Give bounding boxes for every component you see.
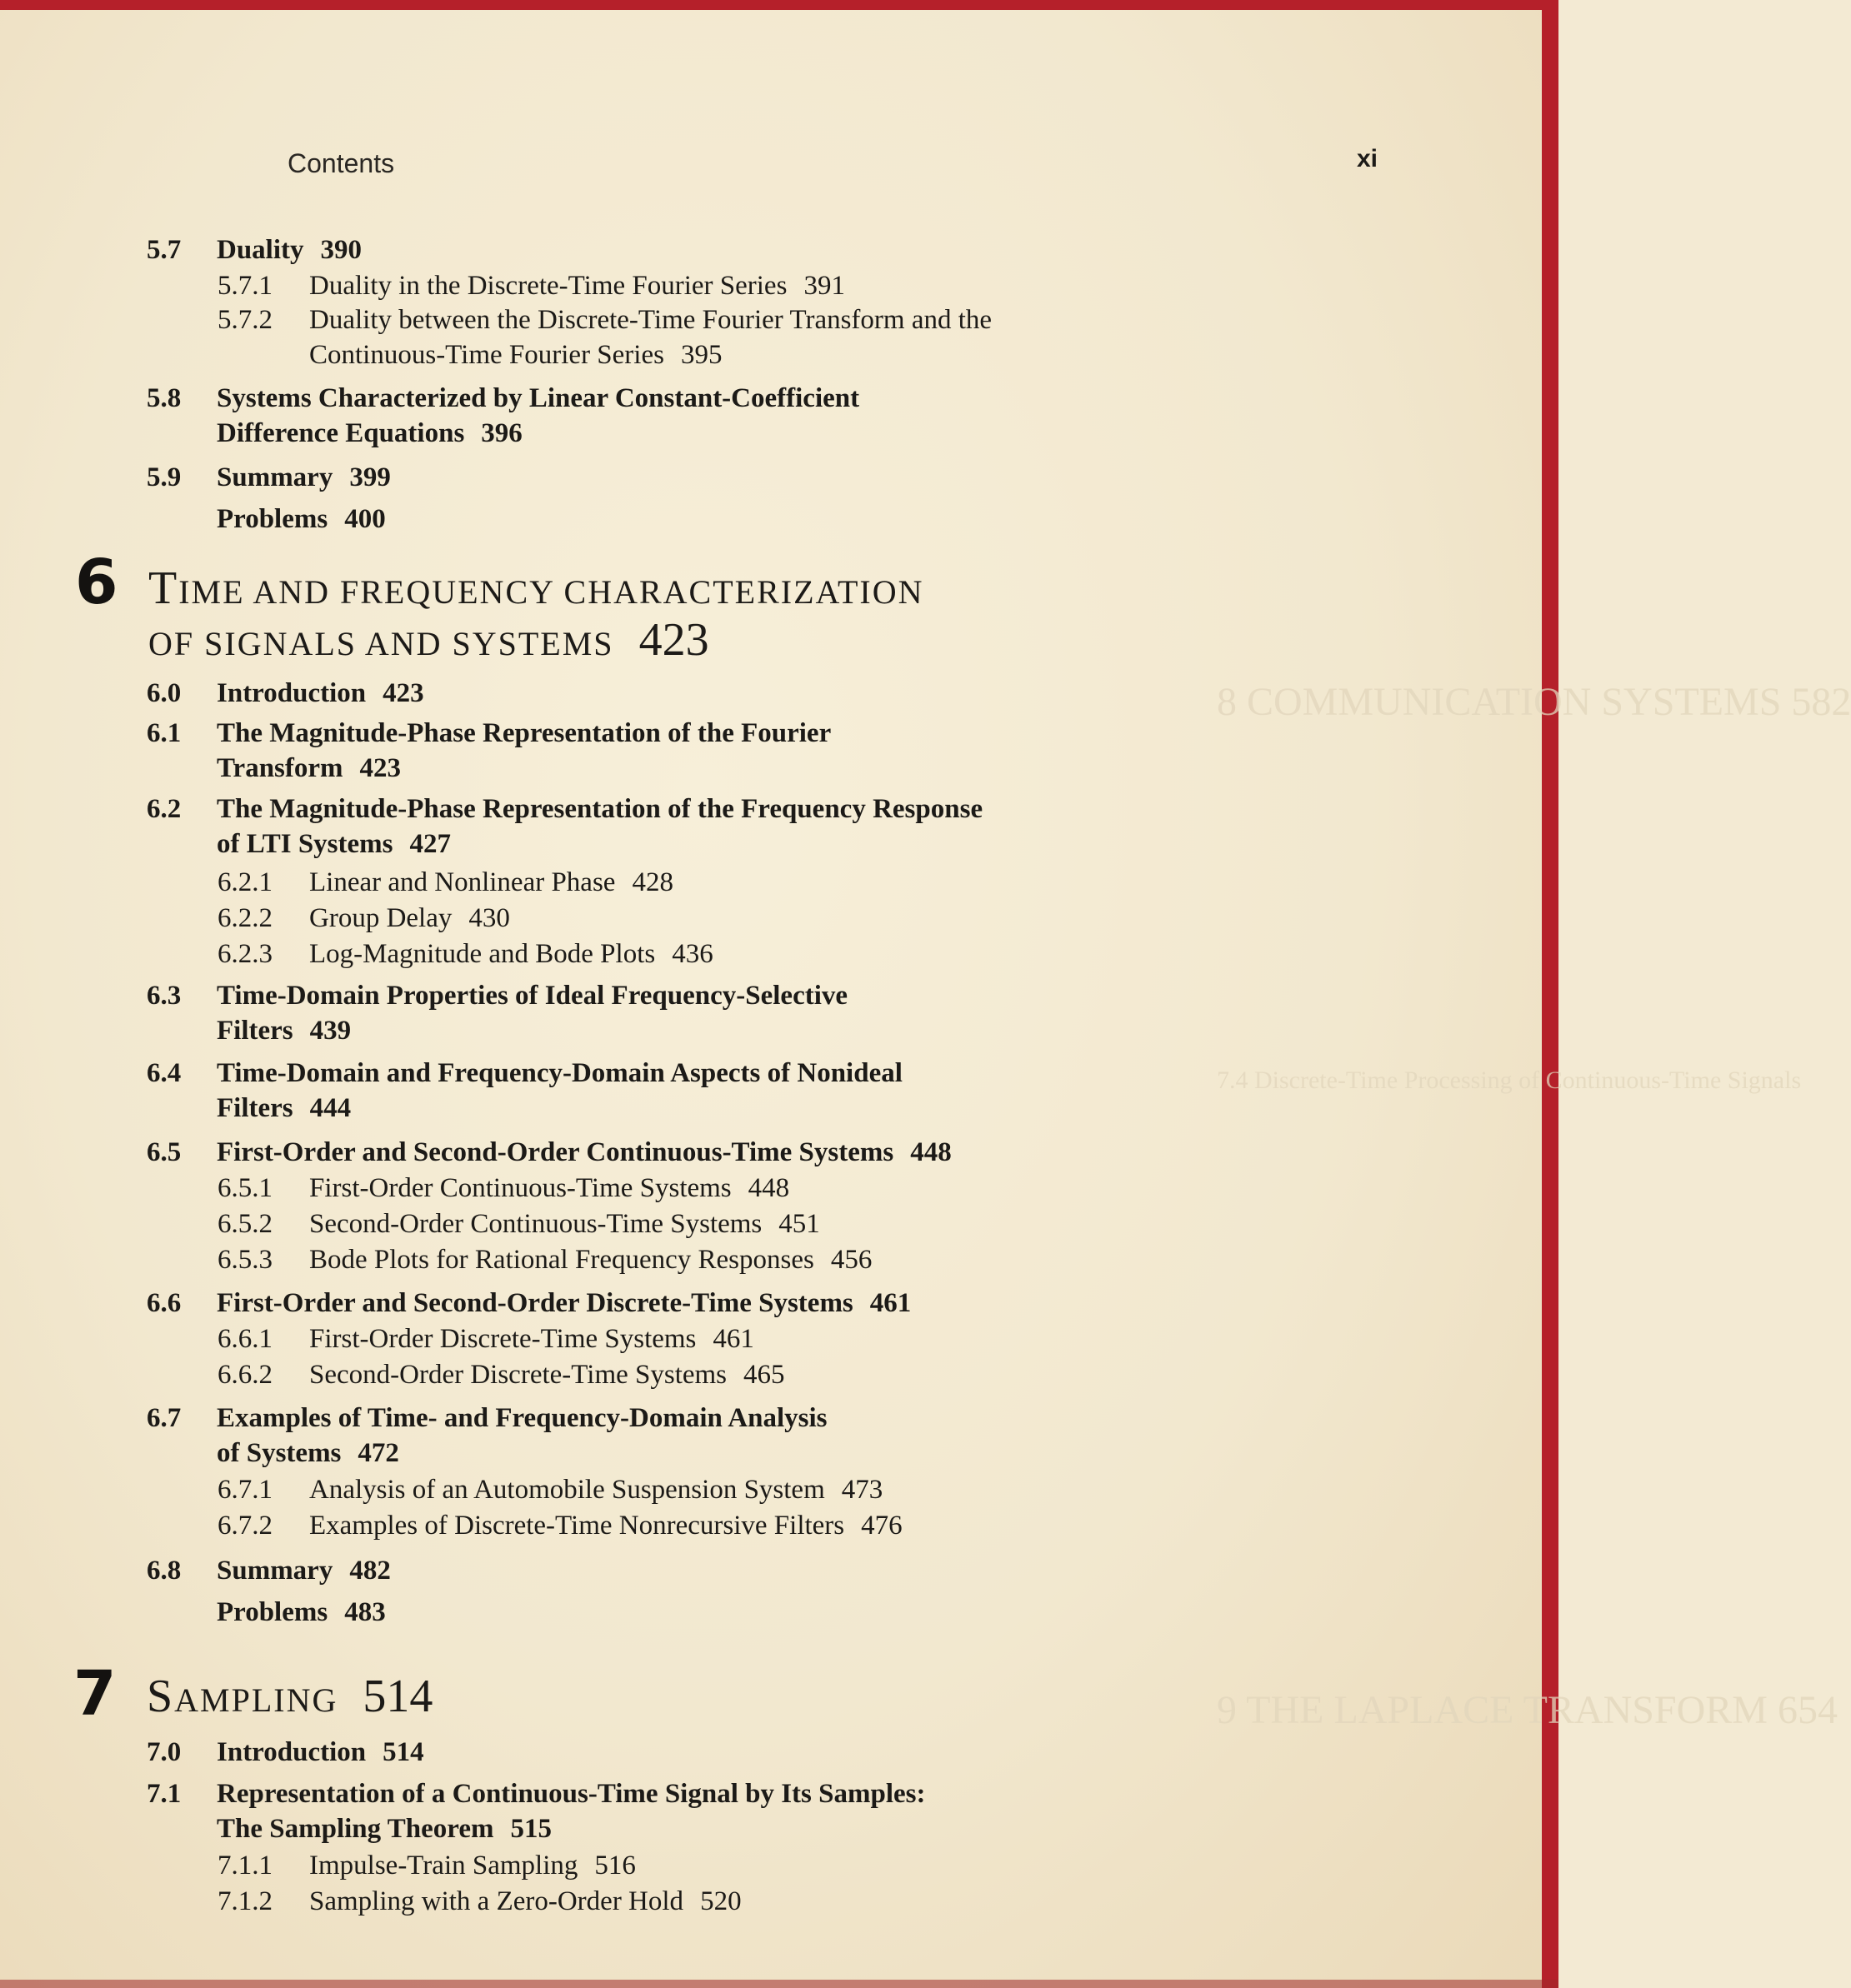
section-page: 390 xyxy=(320,235,363,265)
section-title-cont: of LTI Systems xyxy=(217,829,393,859)
chapter-number: 7 xyxy=(73,1658,117,1730)
chapter-page: 514 xyxy=(363,1671,433,1722)
section-title-cont: The Sampling Theorem xyxy=(217,1814,494,1844)
chapter-number: 6 xyxy=(75,547,118,618)
section-page: 483 xyxy=(344,1597,386,1627)
subsection-number: 6.5.1 xyxy=(218,1173,273,1203)
subsection-title: Second-Order Discrete-Time Systems xyxy=(309,1360,728,1390)
section-title-cont: Filters xyxy=(217,1016,293,1046)
subsection-title: Duality between the Discrete-Time Fourier Transform and the xyxy=(309,305,993,335)
section-page: 423 xyxy=(383,678,424,708)
subsection-page: 520 xyxy=(700,1886,742,1916)
subsection-page: 430 xyxy=(468,903,510,933)
section-title-cont: Transform xyxy=(217,753,343,783)
subsection-title: Examples of Discrete-Time Nonrecursive Filters xyxy=(309,1511,845,1541)
subsection-number: 6.7.1 xyxy=(218,1475,273,1505)
chapter-title-cont[interactable]: OF SIGNALS AND SYSTEMS 423 xyxy=(148,614,709,666)
subsection-page: 451 xyxy=(778,1209,820,1239)
subsection-title: Second-Order Continuous-Time Systems xyxy=(309,1209,763,1239)
section-page: 472 xyxy=(358,1438,399,1468)
subsection-number: 6.6.2 xyxy=(218,1360,273,1390)
subsection-title: First-Order Continuous-Time Systems xyxy=(309,1173,732,1203)
subsection-title-cont: Continuous-Time Fourier Series xyxy=(309,340,664,370)
subsection-page: 391 xyxy=(803,271,845,301)
section-number: 6.6 xyxy=(147,1288,182,1318)
chapter-title[interactable]: TIME AND FREQUENCY CHARACTERIZATION xyxy=(148,562,924,614)
subsection-title: Log-Magnitude and Bode Plots xyxy=(309,939,656,969)
section-title: Systems Characterized by Linear Constant-Coefficient xyxy=(217,383,860,413)
section-page: 444 xyxy=(309,1093,352,1123)
section-number: 5.8 xyxy=(147,383,182,413)
subsection-page: 428 xyxy=(632,867,673,897)
section-page: 461 xyxy=(869,1288,912,1318)
subsection-number: 6.5.3 xyxy=(218,1245,273,1275)
running-header: Contents xyxy=(288,148,395,178)
subsection-page: 473 xyxy=(841,1475,883,1505)
section-title: Summary xyxy=(217,462,333,492)
section-title-cont: Difference Equations xyxy=(217,418,465,448)
subsection-title: Impulse-Train Sampling xyxy=(309,1851,578,1881)
subsection-page: 516 xyxy=(594,1851,636,1881)
section-title: Problems xyxy=(217,504,328,534)
section-title: Representation of a Continuous-Time Signal by Its Samples: xyxy=(217,1779,926,1809)
subsection-number: 6.2.3 xyxy=(218,939,273,969)
subsection-title: Sampling with a Zero-Order Hold xyxy=(309,1886,684,1916)
section-title: Problems xyxy=(217,1597,328,1627)
subsection-number: 6.5.2 xyxy=(218,1209,273,1239)
section-page: 448 xyxy=(910,1137,952,1167)
show-through-text: 8 COMMUNICATION SYSTEMS 582 xyxy=(1217,680,1851,724)
subsection-number: 7.1.1 xyxy=(218,1851,273,1881)
section-title: The Magnitude-Phase Representation of the Frequency Response xyxy=(217,794,983,824)
page-number: xi xyxy=(1357,145,1378,172)
section-page: 515 xyxy=(510,1814,552,1844)
section-page: 399 xyxy=(349,462,391,492)
section-number: 5.7 xyxy=(147,235,182,265)
section-page: 482 xyxy=(349,1556,391,1586)
section-number: 5.9 xyxy=(147,462,182,492)
section-page: 427 xyxy=(409,829,451,859)
subsection-title: First-Order Discrete-Time Systems xyxy=(309,1324,697,1354)
subsection-page: 395 xyxy=(680,340,723,370)
show-through-text: 9 THE LAPLACE TRANSFORM 654 xyxy=(1217,1688,1838,1732)
section-title: Summary xyxy=(217,1556,333,1586)
section-title: The Magnitude-Phase Representation of the Fourier xyxy=(217,718,832,748)
section-number: 7.0 xyxy=(147,1737,182,1767)
section-page: 514 xyxy=(383,1737,424,1767)
subsection-number: 5.7.2 xyxy=(218,305,273,335)
subsection-number: 6.2.1 xyxy=(218,867,273,897)
subsection-title: Analysis of an Automobile Suspension System xyxy=(309,1475,825,1505)
subsection-title: Bode Plots for Rational Frequency Responses xyxy=(309,1245,814,1275)
section-title-cont: of Systems xyxy=(217,1438,342,1468)
subsection-page: 456 xyxy=(830,1245,873,1275)
section-page: 396 xyxy=(481,418,523,448)
subsection-page: 448 xyxy=(748,1173,790,1203)
show-through-text: 7.4 Discrete-Time Processing of Continuous-Time Signals xyxy=(1217,1066,1802,1094)
section-page: 400 xyxy=(344,504,386,534)
subsection-number: 7.1.2 xyxy=(218,1886,273,1916)
subsection-number: 6.6.1 xyxy=(218,1324,273,1354)
section-title: Introduction xyxy=(217,1737,367,1767)
subsection-number: 5.7.1 xyxy=(218,271,273,301)
section-number: 6.8 xyxy=(147,1556,182,1586)
page-top-edge xyxy=(0,0,1558,10)
subsection-number: 6.2.2 xyxy=(218,903,273,933)
subsection-page: 465 xyxy=(743,1360,785,1390)
subsection-title: Group Delay xyxy=(309,903,453,933)
section-page: 439 xyxy=(309,1016,352,1046)
subsection-page: 476 xyxy=(861,1511,903,1541)
section-number: 6.4 xyxy=(147,1058,182,1088)
subsection-number: 6.7.2 xyxy=(218,1511,273,1541)
section-title: First-Order and Second-Order Continuous-Time Systems xyxy=(217,1137,894,1167)
chapter-page: 423 xyxy=(638,614,709,666)
section-title: First-Order and Second-Order Discrete-Time Systems xyxy=(217,1288,853,1318)
section-number: 7.1 xyxy=(147,1779,182,1809)
section-title: Examples of Time- and Frequency-Domain Analysis xyxy=(217,1403,828,1433)
section-title-cont: Filters xyxy=(217,1093,293,1123)
section-title: Time-Domain Properties of Ideal Frequency-Selective xyxy=(217,981,848,1011)
page-bottom-edge xyxy=(0,1980,1558,1988)
section-number: 6.7 xyxy=(147,1403,182,1433)
section-number: 6.3 xyxy=(147,981,182,1011)
section-number: 6.0 xyxy=(147,678,182,708)
subsection-page: 461 xyxy=(713,1324,754,1354)
section-number: 6.5 xyxy=(147,1137,182,1167)
chapter-title[interactable]: SAMPLING 514 xyxy=(147,1671,433,1722)
section-title: Introduction xyxy=(217,678,367,708)
section-page: 423 xyxy=(359,753,402,783)
section-title: Time-Domain and Frequency-Domain Aspects of Nonideal xyxy=(217,1058,903,1088)
subsection-page: 436 xyxy=(672,939,713,969)
subsection-title: Duality in the Discrete-Time Fourier Series xyxy=(309,271,788,301)
subsection-title: Linear and Nonlinear Phase xyxy=(309,867,616,897)
section-number: 6.2 xyxy=(147,794,182,824)
section-number: 6.1 xyxy=(147,718,182,748)
section-title: Duality xyxy=(217,235,304,265)
